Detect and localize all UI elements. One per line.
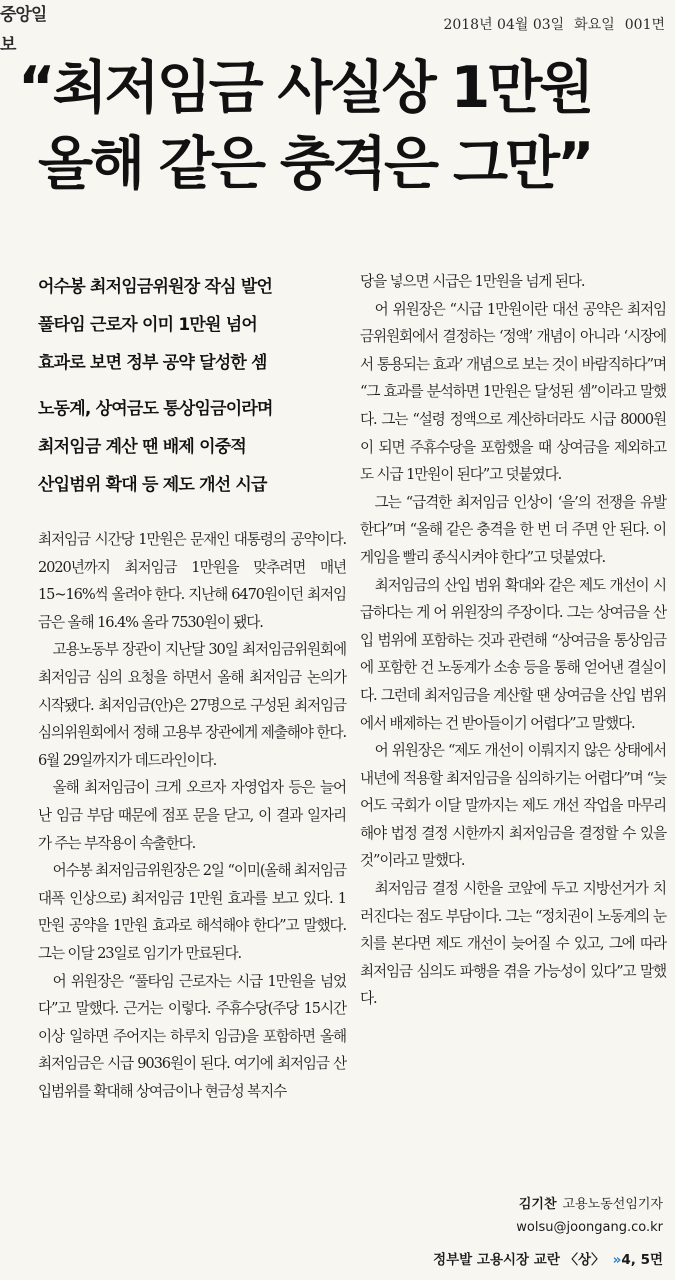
article-paragraph: 최저임금 결정 시한을 코앞에 두고 지방선거가 치러진다는 점도 부담이다. 그는 “정치권이 노동계의 눈치를 본다면 제도 개선이 늦어질 수 있고, 그에 따라 최저임금 심의도 파행을 겪을 가능성이 있다”고 말했다. bbox=[360, 880, 666, 1008]
subhead: 최저임금 계산 땐 배제 이중적 bbox=[38, 437, 246, 457]
dateline bbox=[433, 14, 665, 34]
article-paragraph: 올해 최저임금이 크게 오르자 자영업자 등은 늘어난 임금 부담 때문에 점포 문을 닫고, 이 결과 일자리가 주는 부작용이 속출한다. bbox=[38, 779, 346, 852]
related-article-reference bbox=[433, 1248, 663, 1268]
article-paragraph: 어 위원장은 “풀타임 근로자는 시급 1만원을 넘었다”고 말했다. 근거는 이렇다. 주휴수당(주당 15시간 이상 일하면 주어지는 하루치 임금)을 포함하면 올해 최저임금은 시급 9036원이 된다. 여기에 최저임금 산입범위를 확대해 상여금이나 현금성 복지수 bbox=[38, 972, 346, 1100]
related-pages: 4, 5면 bbox=[621, 1252, 663, 1268]
subhead: 노동계, 상여금도 통상임금이라며 bbox=[38, 399, 273, 419]
headline bbox=[18, 50, 668, 202]
byline bbox=[519, 1193, 663, 1212]
article-paragraph: 당을 넣으면 시급은 1만원을 넘게 된다. bbox=[360, 273, 585, 290]
article-paragraph: 최저임금 시간당 1만원은 문재인 대통령의 공약이다. 2020년까지 최저임금 1만원을 맞추려면 매년 15~16%씩 올려야 한다. 지난해 6470원이던 최저임금은 올해 16.4% 올라 7530원이 됐다. bbox=[38, 531, 346, 631]
double-chevron-right-icon: » bbox=[612, 1252, 619, 1268]
subhead: 효과로 보면 정부 공약 달성한 셈 bbox=[38, 353, 267, 373]
reporter-title: 고용노동선임기자 bbox=[562, 1197, 663, 1212]
newspaper-logo: 중앙일보 bbox=[0, 5, 47, 55]
related-series-label: 정부발 고용시장 교란 〈상〉 bbox=[433, 1252, 605, 1268]
subhead-group-1 bbox=[38, 268, 346, 382]
article-paragraph: 그는 “급격한 최저임금 인상이 ‘을’의 전쟁을 유발한다”며 “올해 같은 충격을 한 번 더 주면 안 된다. 이 게임을 빨리 종식시켜야 한다”고 덧붙였다. bbox=[360, 493, 666, 566]
article-paragraph: 어 위원장은 “시급 1만원이란 대선 공약은 최저임금위원회에서 결정하는 ‘정액’ 개념이 아니라 ‘시장에서 통용되는 효과’ 개념으로 보는 것이 바람직하다”며 “그 효과를 분석하면 1만원은 달성된 셈”이라고 말했다. 그는 “설령 정액으로 계산하더라도 시급 8000원이 되면 주휴수당을 포함했을 때 상여금을 제외하고도 시급 1만원이 된다”고 덧붙였다. bbox=[360, 300, 666, 484]
article-paragraph: 최저임금의 산입 범위 확대와 같은 제도 개선이 시급하다는 게 어 위원장의 주장이다. 그는 상여금을 산입 범위에 포함하는 것과 관련해 “상여금을 통상임금에 포함한 건 노동계가 소송 등을 통해 얻어낸 결실이다. 그런데 최저임금을 계산할 땐 상여금을 산입 범위에서 배제하는 건 받아들이기 어렵다”고 말했다. bbox=[360, 576, 666, 732]
issue-date: 2018년 04월 03일 bbox=[443, 17, 565, 33]
article-body-left bbox=[38, 526, 346, 1105]
subhead: 산입범위 확대 등 제도 개선 시급 bbox=[38, 475, 267, 495]
headline-line-2: 올해 같은 충격은 그만” bbox=[38, 131, 592, 197]
article-paragraph: 고용노동부 장관이 지난달 30일 최저임금위원회에 최저임금 심의 요청을 하면서 올해 최저임금 논의가 시작됐다. 최저임금(안)은 27명으로 구성된 최저임금심의위원회에서 정해 고용부 장관에게 제출해야 한다. 6월 29일까지가 데드라인이다. bbox=[38, 641, 346, 769]
article-column-left bbox=[38, 268, 346, 1105]
reporter-email: wolsu@joongang.co.kr bbox=[516, 1220, 663, 1235]
page-number: 001면 bbox=[624, 17, 665, 33]
article-body-right bbox=[360, 268, 666, 1013]
article-paragraph: 어수봉 최저임금위원장은 2일 “이미(올해 최저임금 대폭 인상으로) 최저임금 1만원 효과를 보고 있다. 1만원 공약을 1만원 효과로 해석해야 한다”고 말했다. 그는 이달 23일로 임기가 만료된다. bbox=[38, 862, 346, 962]
subhead-group-2 bbox=[38, 390, 346, 504]
headline-line-1: “최저임금 사실상 1만원 bbox=[18, 55, 592, 121]
subhead: 어수봉 최저임금위원장 작심 발언 bbox=[38, 277, 273, 297]
article-column-right bbox=[360, 268, 666, 1013]
issue-weekday: 화요일 bbox=[574, 17, 615, 33]
reporter-name: 김기찬 bbox=[518, 1197, 557, 1212]
subhead: 풀타임 근로자 이미 1만원 넘어 bbox=[38, 315, 257, 335]
article-paragraph: 어 위원장은 “제도 개선이 이뤄지지 않은 상태에서 내년에 적용할 최저임금을 심의하기는 어렵다”며 “늦어도 국회가 이달 말까지는 제도 개선 작업을 마무리해야 법정 결정 시한까지 최저임금을 결정할 수 있을 것”이라고 말했다. bbox=[360, 742, 666, 870]
